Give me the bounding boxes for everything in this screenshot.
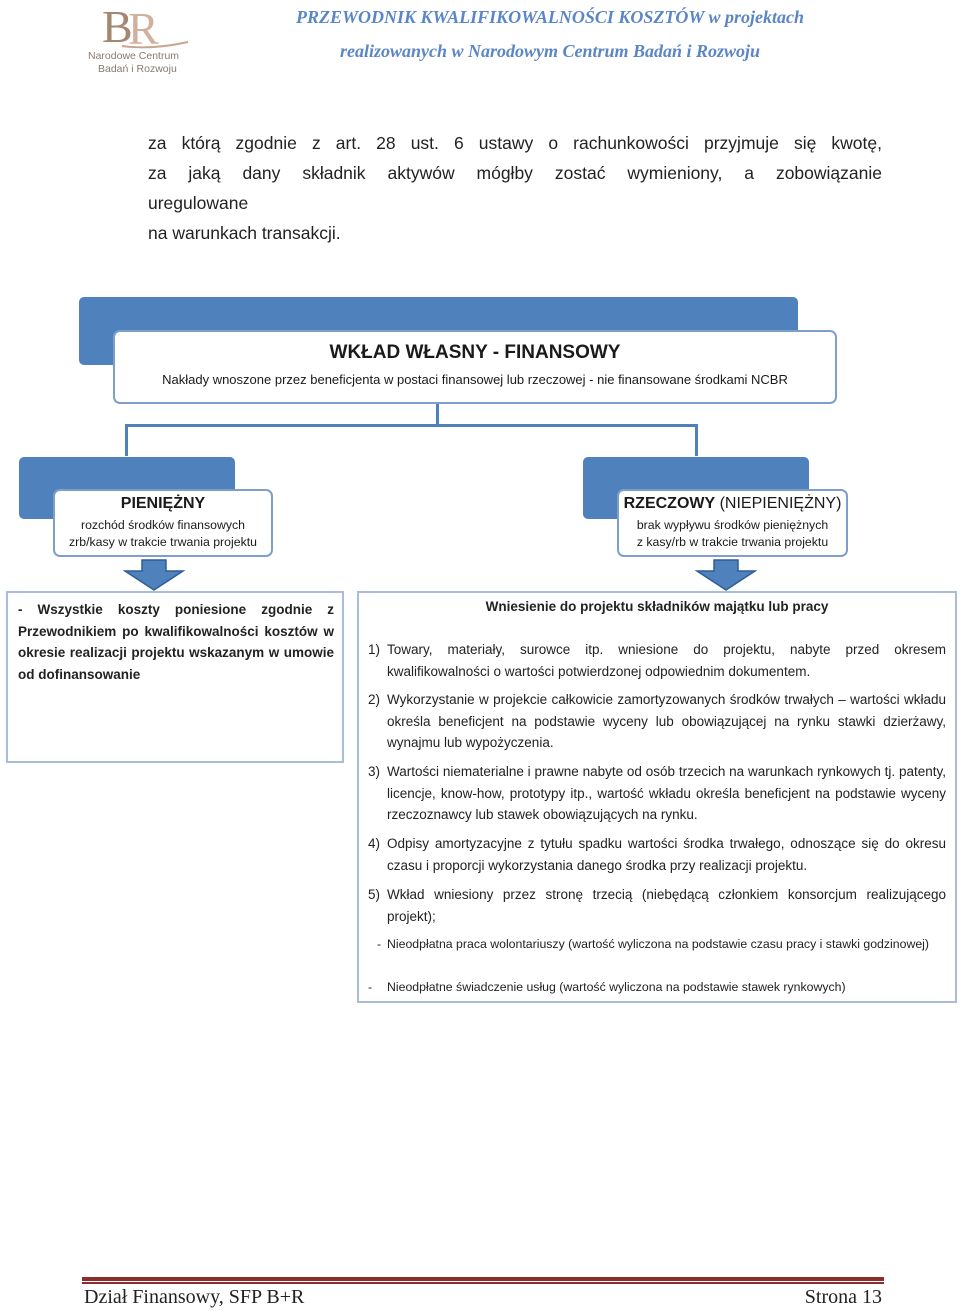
sub-item-1: - Nieodpłatna praca wolontariuszy (wartość wyliczona na podstawie czasu pracy i stawki godzinowej): [377, 937, 929, 951]
svg-text:B: B: [102, 2, 133, 52]
left-box: [53, 489, 273, 557]
svg-text:R: R: [128, 3, 159, 52]
right-box-line2: z kasy/rb w trakcie trwania projektu: [636, 535, 829, 549]
left-panel-text: - Wszystkie koszty poniesione zgodnie z Przewodnikiem po kwalifikowalności kosztów w okresie realizacji projektu wskazanym w umowie od dofinansowanie: [18, 602, 334, 682]
top-box: [113, 330, 837, 404]
right-down-arrow-icon: [695, 559, 757, 591]
top-box-subtitle: Nakłady wnoszone przez beneficjenta w postaci finansowej lub rzeczowej - nie finansowane środkami NCBR: [162, 372, 788, 387]
header-title-line1: PRZEWODNIK KWALIFIKOWALNOŚCI KOSZTÓW w projektach: [295, 7, 805, 27]
list-item-1: 1) Towary, materiały, surowce itp. wniesione do projektu, nabyte przed okresem kwalifikowalności o wartości potwierdzonej odpowiednim dokumentem.: [368, 642, 946, 679]
footer-rule-thick: [82, 1277, 884, 1281]
connector-horizontal: [125, 424, 698, 427]
connector-right-drop: [695, 424, 698, 456]
header-title-line2: realizowanych w Narodowym Centrum Badań i Rozwoju: [339, 41, 761, 61]
left-down-arrow-icon: [123, 559, 185, 591]
right-box-line1: brak wypływu środków pieniężnych: [636, 518, 829, 532]
intro-line-2: za jaką dany składnik aktywów mógłby zostać wymieniony, a zobowiązanie: [148, 163, 882, 183]
left-box-line1: rozchód środków finansowych: [80, 518, 246, 532]
footer-rule-thin: [82, 1282, 884, 1284]
intro-line-1: za którą zgodnie z art. 28 ust. 6 ustawy o rachunkowości przyjmuje się kwotę,: [148, 133, 882, 153]
sub-item-2: - Nieodpłatne świadczenie usług (wartość wyliczona na podstawie stawek rynkowych): [368, 980, 846, 994]
top-box-title: WKŁAD WŁASNY - FINANSOWY: [329, 342, 621, 363]
right-box-title: [619, 495, 846, 513]
ncbr-logo: [80, 2, 215, 80]
intro-paragraph: [148, 128, 882, 248]
logo-text-line1: Narodowe Centrum: [88, 50, 180, 62]
list-item-2: 2) Wykorzystanie w projekcie całkowicie zamortyzowanych środków trwałych – wartości wkładu określa beneficjent na podstawie wyceny lub obowiązującej na rynku stawki dzierżawy, wynajmu lub wypożyczenia.: [368, 692, 946, 751]
list-item-4: 4) Odpisy amortyzacyjne z tytułu spadku wartości środka trwałego, odnoszące się do okresu czasu i proporcji wykorzystania danego środka przy realizacji projektu.: [368, 836, 946, 873]
list-item-3: 3) Wartości niematerialne i prawne nabyte od osób trzecich na warunkach rynkowych tj. patenty, licencje, know-how, prototypy itp., wartość wkładu określa beneficjent na podstawie wyceny rzeczoznawcy lub stawek obowiązujących na rynku.: [368, 764, 946, 823]
left-box-title: PIENIĘŻNY: [120, 495, 206, 512]
right-panel-title: Wniesienie do projektu składników majątku lub pracy: [485, 599, 829, 614]
connector-left-drop: [125, 424, 128, 456]
right-box-title-bold: RZECZOWY: [623, 495, 716, 512]
left-box-line2: zrb/kasy w trakcie trwania projektu: [69, 535, 257, 549]
logo-text-line2: Badań i Rozwoju: [98, 63, 177, 75]
list-item-5: 5) Wkład wniesiony przez stronę trzecią (niebędącą członkiem konsorcjum realizującego projekt);: [368, 887, 946, 924]
right-box: [617, 489, 848, 557]
footer-page-number: Strona 13: [804, 1286, 882, 1308]
connector-vertical-main: [436, 404, 439, 426]
right-box-title-rest: (NIEPIENIĘŻNY): [715, 495, 842, 512]
left-panel: [6, 591, 344, 763]
intro-line-3: uregulowane: [148, 193, 249, 213]
ncbr-logo-icon: [102, 2, 192, 52]
intro-line-4: na warunkach transakcji.: [148, 223, 341, 243]
footer-department: Dział Finansowy, SFP B+R: [84, 1286, 305, 1308]
right-panel: [357, 591, 957, 1003]
